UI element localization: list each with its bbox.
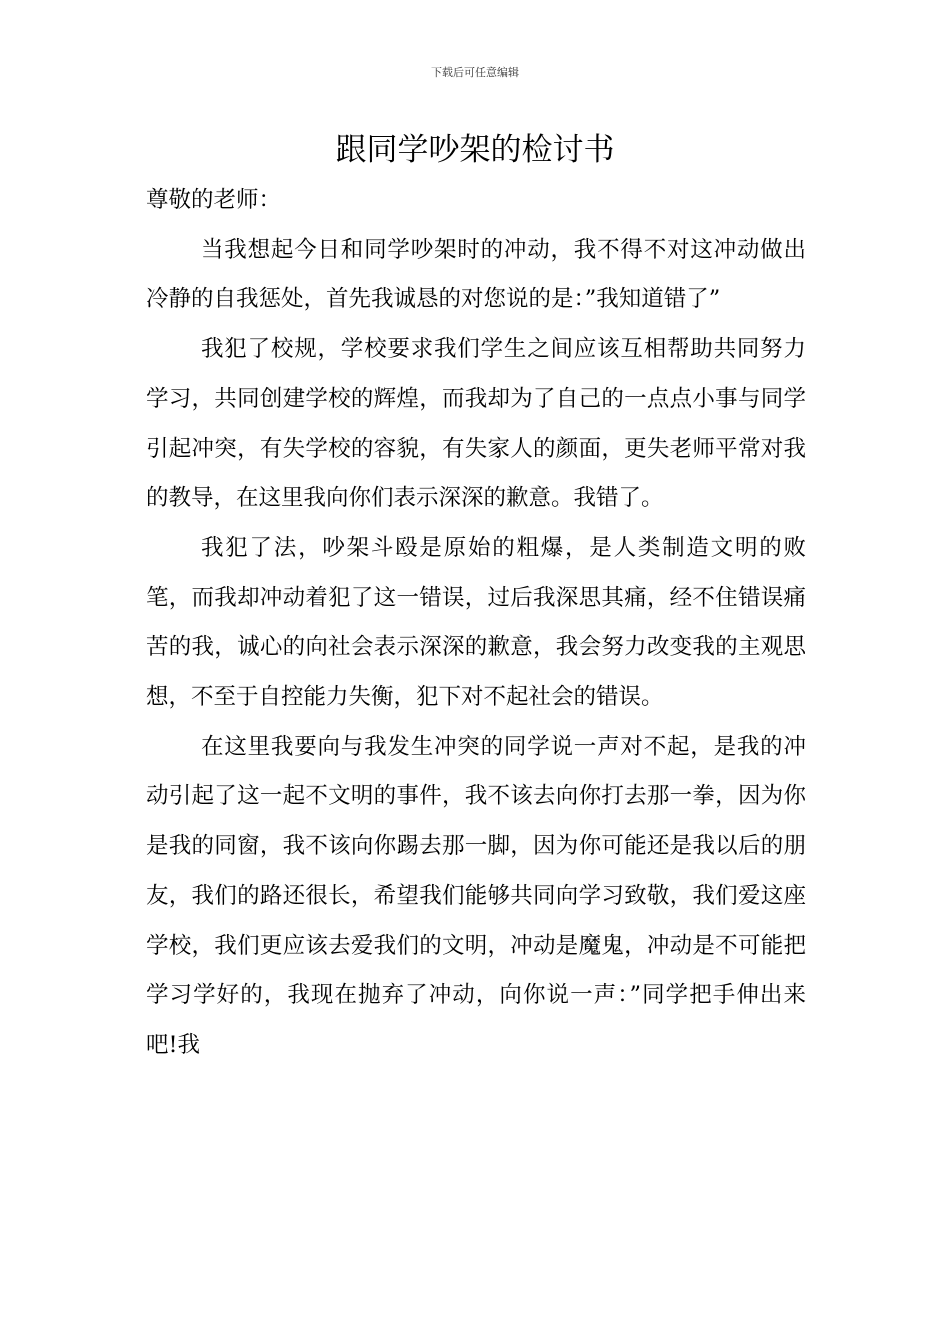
header-note: 下载后可任意编辑 bbox=[431, 66, 519, 79]
document-body bbox=[146, 176, 806, 1071]
paragraph-1: 当我想起今日和同学吵架时的冲动，我不得不对这冲动做出冷静的自我惩处，首先我诚恳的对您说的是：”我知道错了” bbox=[146, 236, 806, 313]
paragraph-4: 在这里我要向与我发生冲突的同学说一声对不起，是我的冲动引起了这一起不文明的事件，我不该去向你打去那一拳，因为你是我的同窗，我不该向你踢去那一脚，因为你可能还是我以后的朋友，我们的路还很长，希望我们能够共同向学习致敬，我们爱这座学校，我们更应该去爱我们的文明，冲动是魔鬼，冲动是不可能把学习学好的，我现在抛弃了冲动，向你说一声：”同学把手伸出来吧!我 bbox=[146, 733, 806, 1058]
document-title: 跟同学吵架的检讨书 bbox=[335, 132, 615, 168]
paragraph-2: 我犯了校规，学校要求我们学生之间应该互相帮助共同努力学习，共同创建学校的辉煌，而我却为了自己的一点点小事与同学引起冲突，有失学校的容貌，有失家人的颜面，更失老师平常对我的教导，在这里我向你们表示深深的歉意。我错了。 bbox=[146, 336, 806, 512]
paragraph-3: 我犯了法，吵架斗殴是原始的粗爆，是人类制造文明的败笔，而我却冲动着犯了这一错误，过后我深思其痛，经不住错误痛苦的我，诚心的向社会表示深深的歉意，我会努力改变我的主观思想，不至于自控能力失衡，犯下对不起社会的错误。 bbox=[146, 534, 806, 711]
salutation: 尊敬的老师： bbox=[146, 187, 282, 213]
